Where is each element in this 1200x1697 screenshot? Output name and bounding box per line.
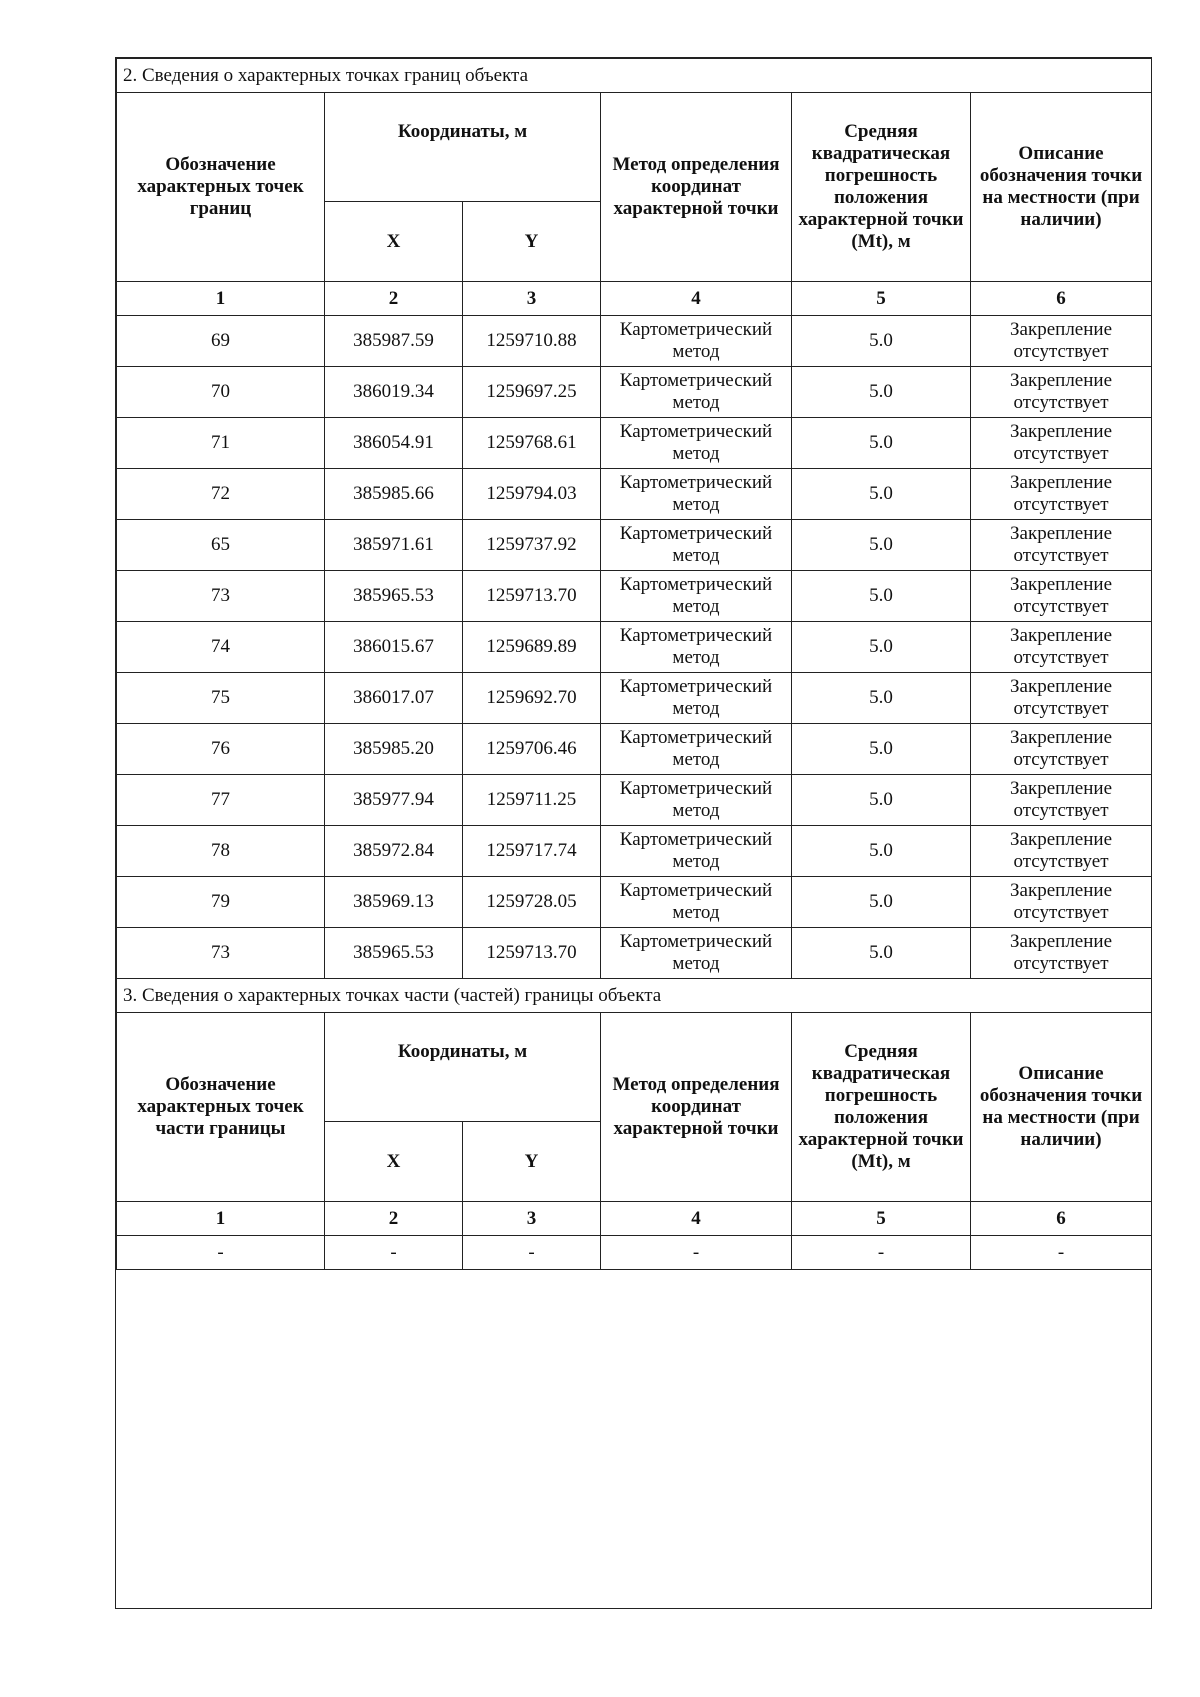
empty-cell: - (117, 1236, 325, 1270)
header-method: Метод определения координат характерной точки (601, 93, 792, 282)
method-cell: Картометрический метод (601, 928, 792, 979)
point-number: 65 (117, 520, 325, 571)
method-cell: Картометрический метод (601, 520, 792, 571)
point-number: 79 (117, 877, 325, 928)
table-row (117, 571, 1152, 622)
method-cell: Картометрический метод (601, 724, 792, 775)
description-cell: Закрепление отсутствует (971, 928, 1152, 979)
empty-cell: - (463, 1236, 601, 1270)
error-cell: 5.0 (792, 418, 971, 469)
column-number: 2 (325, 282, 463, 316)
x-coordinate: 385987.59 (325, 316, 463, 367)
y-coordinate: 1259689.89 (463, 622, 601, 673)
description-cell: Закрепление отсутствует (971, 877, 1152, 928)
header-x-part: X (325, 1122, 463, 1202)
point-number: 74 (117, 622, 325, 673)
boundary-points-table (116, 58, 1152, 1270)
method-cell: Картометрический метод (601, 418, 792, 469)
point-number: 77 (117, 775, 325, 826)
table-row (117, 1236, 1152, 1270)
error-cell: 5.0 (792, 571, 971, 622)
header-method-part: Метод определения координат характерной точки (601, 1013, 792, 1202)
error-cell: 5.0 (792, 775, 971, 826)
column-number: 2 (325, 1202, 463, 1236)
table-row (117, 928, 1152, 979)
column-numbers-row (117, 282, 1152, 316)
x-coordinate: 385969.13 (325, 877, 463, 928)
column-number: 4 (601, 1202, 792, 1236)
y-coordinate: 1259713.70 (463, 928, 601, 979)
document-frame (115, 57, 1152, 1609)
x-coordinate: 385965.53 (325, 928, 463, 979)
y-coordinate: 1259794.03 (463, 469, 601, 520)
y-coordinate: 1259706.46 (463, 724, 601, 775)
point-number: 72 (117, 469, 325, 520)
y-coordinate: 1259728.05 (463, 877, 601, 928)
table-row (117, 622, 1152, 673)
x-coordinate: 385977.94 (325, 775, 463, 826)
section-2-title: 2. Сведения о характерных точках границ объекта (117, 59, 1152, 93)
table-row (117, 775, 1152, 826)
y-coordinate: 1259711.25 (463, 775, 601, 826)
empty-cell: - (971, 1236, 1152, 1270)
error-cell: 5.0 (792, 724, 971, 775)
y-coordinate: 1259737.92 (463, 520, 601, 571)
x-coordinate: 385985.66 (325, 469, 463, 520)
header-error-part: Средняя квадратическая погрешность положения характерной точки (Mt), м (792, 1013, 971, 1202)
empty-cell: - (792, 1236, 971, 1270)
error-cell: 5.0 (792, 622, 971, 673)
header-x: X (325, 202, 463, 282)
header-y-part: Y (463, 1122, 601, 1202)
point-number: 73 (117, 928, 325, 979)
header-designation: Обозначение характерных точек границ (117, 93, 325, 282)
method-cell: Картометрический метод (601, 367, 792, 418)
table-row (117, 469, 1152, 520)
column-number: 1 (117, 282, 325, 316)
error-cell: 5.0 (792, 877, 971, 928)
table-row (117, 316, 1152, 367)
table-row (117, 724, 1152, 775)
column-number: 5 (792, 282, 971, 316)
point-number: 76 (117, 724, 325, 775)
method-cell: Картометрический метод (601, 775, 792, 826)
table-row (117, 826, 1152, 877)
header-description-part: Описание обозначения точки на местности (при наличии) (971, 1013, 1152, 1202)
x-coordinate: 386019.34 (325, 367, 463, 418)
header-designation-part: Обозначение характерных точек части границы (117, 1013, 325, 1202)
header-coordinates: Координаты, м (325, 93, 601, 202)
header-coordinates-part: Координаты, м (325, 1013, 601, 1122)
column-number: 3 (463, 1202, 601, 1236)
error-cell: 5.0 (792, 469, 971, 520)
description-cell: Закрепление отсутствует (971, 418, 1152, 469)
description-cell: Закрепление отсутствует (971, 673, 1152, 724)
table-row (117, 418, 1152, 469)
column-number: 1 (117, 1202, 325, 1236)
error-cell: 5.0 (792, 520, 971, 571)
column-number: 5 (792, 1202, 971, 1236)
description-cell: Закрепление отсутствует (971, 316, 1152, 367)
header-description: Описание обозначения точки на местности (при наличии) (971, 93, 1152, 282)
point-number: 78 (117, 826, 325, 877)
column-number: 6 (971, 282, 1152, 316)
description-cell: Закрепление отсутствует (971, 520, 1152, 571)
x-coordinate: 386015.67 (325, 622, 463, 673)
point-number: 70 (117, 367, 325, 418)
point-number: 69 (117, 316, 325, 367)
point-number: 73 (117, 571, 325, 622)
method-cell: Картометрический метод (601, 316, 792, 367)
description-cell: Закрепление отсутствует (971, 724, 1152, 775)
error-cell: 5.0 (792, 928, 971, 979)
description-cell: Закрепление отсутствует (971, 775, 1152, 826)
point-number: 71 (117, 418, 325, 469)
empty-cell: - (325, 1236, 463, 1270)
method-cell: Картометрический метод (601, 826, 792, 877)
table-row (117, 673, 1152, 724)
y-coordinate: 1259717.74 (463, 826, 601, 877)
x-coordinate: 386017.07 (325, 673, 463, 724)
column-number: 4 (601, 282, 792, 316)
method-cell: Картометрический метод (601, 673, 792, 724)
error-cell: 5.0 (792, 316, 971, 367)
x-coordinate: 385972.84 (325, 826, 463, 877)
y-coordinate: 1259713.70 (463, 571, 601, 622)
description-cell: Закрепление отсутствует (971, 826, 1152, 877)
y-coordinate: 1259768.61 (463, 418, 601, 469)
method-cell: Картометрический метод (601, 622, 792, 673)
table-row (117, 367, 1152, 418)
error-cell: 5.0 (792, 367, 971, 418)
error-cell: 5.0 (792, 673, 971, 724)
y-coordinate: 1259697.25 (463, 367, 601, 418)
y-coordinate: 1259692.70 (463, 673, 601, 724)
y-coordinate: 1259710.88 (463, 316, 601, 367)
error-cell: 5.0 (792, 826, 971, 877)
description-cell: Закрепление отсутствует (971, 367, 1152, 418)
method-cell: Картометрический метод (601, 571, 792, 622)
table-row (117, 877, 1152, 928)
description-cell: Закрепление отсутствует (971, 622, 1152, 673)
column-number: 3 (463, 282, 601, 316)
x-coordinate: 385971.61 (325, 520, 463, 571)
section-3-title: 3. Сведения о характерных точках части (частей) границы объекта (117, 979, 1152, 1013)
header-y: Y (463, 202, 601, 282)
empty-cell: - (601, 1236, 792, 1270)
description-cell: Закрепление отсутствует (971, 571, 1152, 622)
description-cell: Закрепление отсутствует (971, 469, 1152, 520)
point-number: 75 (117, 673, 325, 724)
method-cell: Картометрический метод (601, 877, 792, 928)
column-numbers-row (117, 1202, 1152, 1236)
x-coordinate: 385985.20 (325, 724, 463, 775)
table-row (117, 520, 1152, 571)
x-coordinate: 385965.53 (325, 571, 463, 622)
method-cell: Картометрический метод (601, 469, 792, 520)
header-error: Средняя квадратическая погрешность положения характерной точки (Mt), м (792, 93, 971, 282)
x-coordinate: 386054.91 (325, 418, 463, 469)
column-number: 6 (971, 1202, 1152, 1236)
